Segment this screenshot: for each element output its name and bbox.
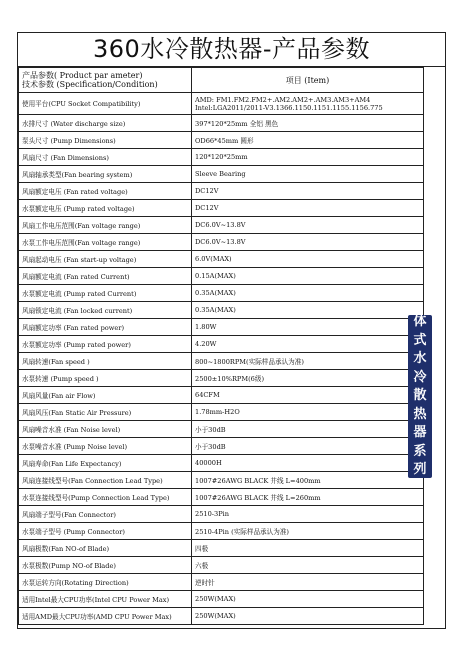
table-row xyxy=(19,166,424,183)
param-cell: 风扇转速(Fan speed ) xyxy=(19,353,192,370)
series-label-char: 热 xyxy=(413,406,427,422)
param-cell: 风扇锁定电流 (Fan locked current) xyxy=(19,302,192,319)
param-cell: 水泵转速 (Pump speed ) xyxy=(19,370,192,387)
table-header-row xyxy=(19,68,424,93)
value-cell: 1.80W xyxy=(192,319,424,336)
spec-table xyxy=(18,67,424,625)
table-row xyxy=(19,285,424,302)
table-row xyxy=(19,370,424,387)
param-cell: 水泵极数(Pump NO-of Blade) xyxy=(19,557,192,574)
table-row xyxy=(19,268,424,285)
value-cell: 6.0V(MAX) xyxy=(192,251,424,268)
table-row xyxy=(19,506,424,523)
param-cell: 使用平台(CPU Socket Compatibility) xyxy=(19,93,192,115)
header-param-line1: 产品参数( Product par ameter) xyxy=(22,71,143,80)
param-cell: 风扇寿命(Fan Life Expectancy) xyxy=(19,455,192,472)
table-row xyxy=(19,217,424,234)
series-label-char: 水 xyxy=(413,351,427,367)
table-row xyxy=(19,608,424,625)
table-row xyxy=(19,455,424,472)
table-row xyxy=(19,591,424,608)
param-cell: 风扇风压(Fan Static Air Pressure) xyxy=(19,404,192,421)
series-label-char: 列 xyxy=(413,462,427,478)
value-line-1: AMD: FM1.FM2.FM2+.AM2.AM2+.AM3.AM3+AM4 xyxy=(195,95,371,104)
param-cell: 风扇风量(Fan air Flow) xyxy=(19,387,192,404)
header-param-cell xyxy=(19,68,192,93)
series-label-char: 式 xyxy=(413,332,427,348)
table-row xyxy=(19,149,424,166)
spec-sheet xyxy=(17,32,446,629)
param-cell: 水泵额定电压 (Pump rated voltage) xyxy=(19,200,192,217)
value-cell: DC6.0V~13.8V xyxy=(192,217,424,234)
param-cell: 水泵工作电压范围(Fan voltage range) xyxy=(19,234,192,251)
param-cell: 风扇轴承类型(Fan bearing system) xyxy=(19,166,192,183)
value-line-2: Intel:LGA2011/2011-V3.1366.1150.1151.1155.1156.775 xyxy=(195,103,383,112)
param-cell: 风扇起动电压 (Fan start-up voltage) xyxy=(19,251,192,268)
value-cell: 小于30dB xyxy=(192,438,424,455)
value-cell: 四极 xyxy=(192,540,424,557)
value-cell: 2510-4Pin (实际样品承认为准) xyxy=(192,523,424,540)
series-label-char: 散 xyxy=(413,388,427,404)
param-cell: 风扇额定电流 (Fan rated Current) xyxy=(19,268,192,285)
table-row xyxy=(19,472,424,489)
value-cell: 800~1800RPM(实际样品承认为准) xyxy=(192,353,424,370)
table-row xyxy=(19,387,424,404)
value-cell: 250W(MAX) xyxy=(192,608,424,625)
param-cell: 风扇额定功率 (Fan rated power) xyxy=(19,319,192,336)
value-cell: 4.20W xyxy=(192,336,424,353)
header-param-line2: 技术参数 (Specification/Condition) xyxy=(22,80,158,89)
param-cell: 水泵噪音水准 (Pump Noise level) xyxy=(19,438,192,455)
value-cell: 逆时针 xyxy=(192,574,424,591)
param-cell: 风扇工作电压范围(Fan voltage range) xyxy=(19,217,192,234)
table-row xyxy=(19,353,424,370)
value-cell: DC6.0V~13.8V xyxy=(192,234,424,251)
series-label-banner xyxy=(408,315,432,478)
table-row xyxy=(19,132,424,149)
series-label-char: 体 xyxy=(413,314,427,330)
param-cell: 泵头尺寸 (Pump Dimensions) xyxy=(19,132,192,149)
table-row xyxy=(19,523,424,540)
value-cell: 小于30dB xyxy=(192,421,424,438)
table-row xyxy=(19,336,424,353)
value-cell: 250W(MAX) xyxy=(192,591,424,608)
table-row xyxy=(19,251,424,268)
param-cell: 水泵额定电流 (Pump rated Current) xyxy=(19,285,192,302)
value-cell: 1007#26AWG BLACK 井线 L=400mm xyxy=(192,472,424,489)
param-cell: 风扇噪音水准 (Fan Noise level) xyxy=(19,421,192,438)
table-row xyxy=(19,557,424,574)
table-row xyxy=(19,574,424,591)
value-cell: 1.78mm-H2O xyxy=(192,404,424,421)
table-row xyxy=(19,93,424,115)
value-cell: 2510-3Pin xyxy=(192,506,424,523)
param-cell: 水泵运转方向(Rotating Direction) xyxy=(19,574,192,591)
series-label-char: 冷 xyxy=(413,369,427,385)
table-row xyxy=(19,200,424,217)
param-cell: 水泵端子型号 (Pump Connector) xyxy=(19,523,192,540)
param-cell: 水泵额定功率 (Pump rated power) xyxy=(19,336,192,353)
header-value-cell: 项目 (Item) xyxy=(192,68,424,93)
param-cell: 风扇额定电压 (Fan rated voltage) xyxy=(19,183,192,200)
table-row xyxy=(19,404,424,421)
table-row xyxy=(19,438,424,455)
table-row xyxy=(19,489,424,506)
value-cell: 120*120*25mm xyxy=(192,149,424,166)
table-row xyxy=(19,319,424,336)
param-cell: 水排尺寸 (Water discharge size) xyxy=(19,115,192,132)
page-title: 360水冷散热器-产品参数 xyxy=(18,33,445,67)
value-cell: DC12V xyxy=(192,183,424,200)
param-cell: 水泵连接线型号(Pump Connection Lead Type) xyxy=(19,489,192,506)
table-row xyxy=(19,183,424,200)
value-cell: 1007#26AWG BLACK 井线 L=260mm xyxy=(192,489,424,506)
value-cell: Sleeve Bearing xyxy=(192,166,424,183)
value-cell: 0.15A(MAX) xyxy=(192,268,424,285)
value-cell: DC12V xyxy=(192,200,424,217)
value-cell: 40000H xyxy=(192,455,424,472)
value-cell xyxy=(192,93,424,115)
value-cell: 六极 xyxy=(192,557,424,574)
table-row xyxy=(19,234,424,251)
param-cell: 适用Intel最大CPU功率(Intel CPU Power Max) xyxy=(19,591,192,608)
value-cell: 64CFM xyxy=(192,387,424,404)
param-cell: 适用AMD最大CPU功率(AMD CPU Power Max) xyxy=(19,608,192,625)
param-cell: 风扇尺寸 (Fan Dimensions) xyxy=(19,149,192,166)
series-label-char: 器 xyxy=(413,425,427,441)
value-cell: 0.35A(MAX) xyxy=(192,302,424,319)
param-cell: 风扇极数(Fan NO-of Blade) xyxy=(19,540,192,557)
value-cell: 2500±10%RPM(6级) xyxy=(192,370,424,387)
table-row xyxy=(19,421,424,438)
table-row xyxy=(19,540,424,557)
param-cell: 风扇端子型号(Fan Connector) xyxy=(19,506,192,523)
param-cell: 风扇连接线型号(Fan Connection Lead Type) xyxy=(19,472,192,489)
table-row xyxy=(19,302,424,319)
value-cell: 397*120*25mm 全铝 黑色 xyxy=(192,115,424,132)
table-row xyxy=(19,115,424,132)
value-cell: 0.35A(MAX) xyxy=(192,285,424,302)
value-cell: OD66*45mm 圆形 xyxy=(192,132,424,149)
series-label-char: 系 xyxy=(413,443,427,459)
